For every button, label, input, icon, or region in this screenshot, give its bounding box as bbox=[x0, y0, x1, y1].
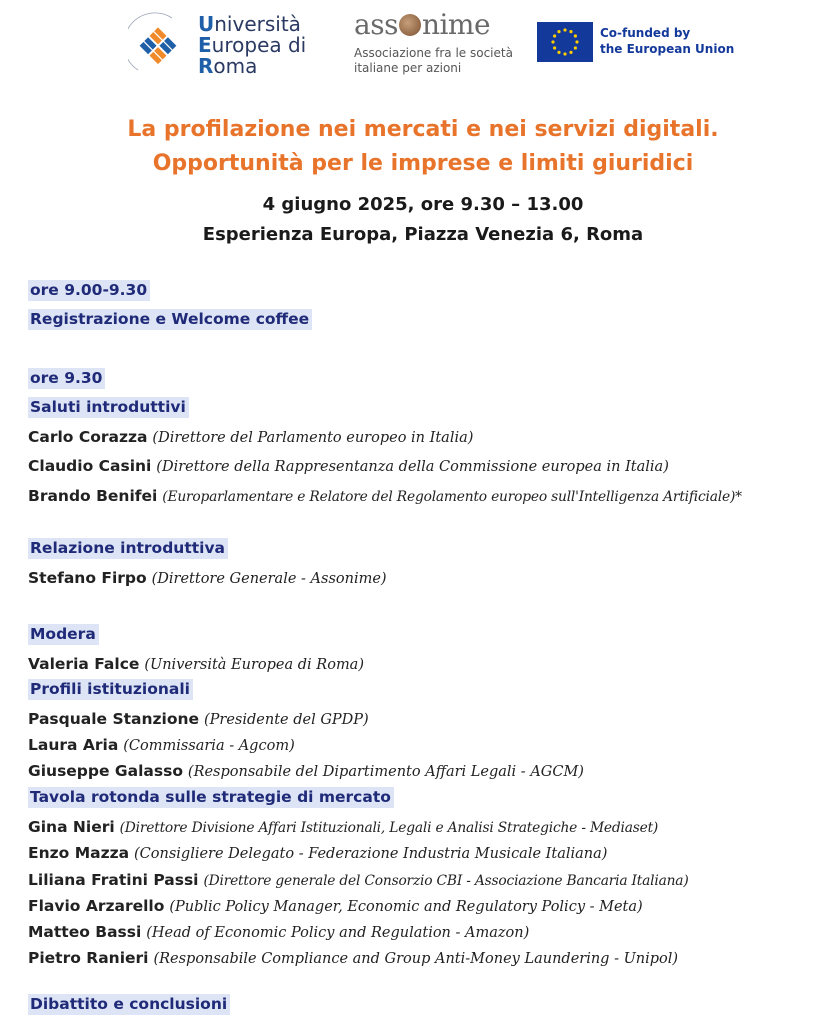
event-title-line-1: La profilazione nei mercati e nei servizi digitali. bbox=[127, 117, 719, 142]
eu-star-icon bbox=[551, 40, 554, 43]
eu-star-icon bbox=[574, 46, 577, 49]
eu-star-icon bbox=[557, 30, 560, 33]
roundtable-heading: Tavola rotonda sulle strategie di mercato bbox=[28, 788, 394, 806]
eu-star-icon bbox=[553, 46, 556, 49]
closing-heading: Dibattito e conclusioni bbox=[28, 995, 230, 1013]
eu-star-icon bbox=[569, 30, 572, 33]
event-venue: Esperienza Europa, Piazza Venezia 6, Roma bbox=[202, 224, 644, 245]
assonime-logo bbox=[354, 8, 524, 88]
eu-star-icon bbox=[557, 51, 560, 54]
coin-icon bbox=[399, 14, 421, 36]
eu-star-icon bbox=[574, 34, 577, 37]
time-slot-2: ore 9.30 bbox=[28, 369, 105, 387]
event-title-line-2: Opportunità per le imprese e limiti giuridici bbox=[152, 151, 694, 176]
university-name: Università Europea di Roma bbox=[198, 12, 307, 78]
eu-star-icon bbox=[569, 51, 572, 54]
speaker-row: Gina Nieri (Direttore Divisione Affari Istituzionali, Legali e Analisi Strategiche - Mediaset) bbox=[28, 818, 659, 836]
eu-cofunded-text: Co-funded by the European Union bbox=[600, 26, 735, 56]
eu-cofunded-logo bbox=[537, 22, 737, 66]
registration-heading: Registrazione e Welcome coffee bbox=[28, 310, 312, 328]
speaker-row: Laura Aria (Commissaria - Agcom) bbox=[28, 736, 295, 754]
speaker-row: Liliana Fratini Passi (Direttore generale del Consorzio CBI - Associazione Bancaria Italiana) bbox=[28, 871, 689, 889]
speaker-row: Pasquale Stanzione (Presidente del GPDP) bbox=[28, 710, 369, 728]
eu-star-icon bbox=[553, 34, 556, 37]
institutional-heading: Profili istituzionali bbox=[28, 680, 193, 698]
event-date: 4 giugno 2025, ore 9.30 – 13.00 bbox=[262, 194, 584, 215]
speaker-row: Enzo Mazza (Consigliere Delegato - Federazione Industria Musicale Italiana) bbox=[28, 844, 608, 862]
speaker-row: Brando Benifei (Europarlamentare e Relatore del Regolamento europeo sull'Intelligenza Artificiale)* bbox=[28, 487, 742, 505]
speaker-row: Valeria Falce (Università Europea di Roma) bbox=[28, 655, 364, 673]
intro-heading: Relazione introduttiva bbox=[28, 539, 228, 557]
assonime-wordmark: ass nime bbox=[354, 8, 491, 41]
moderator-heading: Modera bbox=[28, 625, 99, 643]
speaker-row: Stefano Firpo (Direttore Generale - Assonime) bbox=[28, 569, 387, 587]
speaker-row: Pietro Ranieri (Responsabile Compliance and Group Anti-Money Laundering - Unipol) bbox=[28, 949, 679, 967]
speaker-row: Giuseppe Galasso (Responsabile del Dipartimento Affari Legali - AGCM) bbox=[28, 762, 584, 780]
speaker-row: Flavio Arzarello (Public Policy Manager, Economic and Regulatory Policy - Meta) bbox=[28, 897, 643, 915]
speaker-row: Matteo Bassi (Head of Economic Policy and Regulation - Amazon) bbox=[28, 923, 530, 941]
assonime-subtitle: Associazione fra le società italiane per azioni bbox=[354, 46, 513, 75]
time-slot-1: ore 9.00-9.30 bbox=[28, 281, 150, 299]
university-emblem-icon bbox=[128, 10, 196, 82]
speaker-row: Claudio Casini (Direttore della Rappresentanza della Commissione europea in Italia) bbox=[28, 457, 669, 475]
greetings-heading: Saluti introduttivi bbox=[28, 398, 189, 416]
eu-star-icon bbox=[575, 40, 578, 43]
eu-star-icon bbox=[563, 52, 566, 55]
speaker-row: Carlo Corazza (Direttore del Parlamento europeo in Italia) bbox=[28, 428, 474, 446]
eu-star-icon bbox=[563, 28, 566, 31]
university-logo bbox=[128, 10, 328, 88]
eu-flag-icon bbox=[537, 22, 593, 62]
logo-bar bbox=[0, 8, 826, 88]
